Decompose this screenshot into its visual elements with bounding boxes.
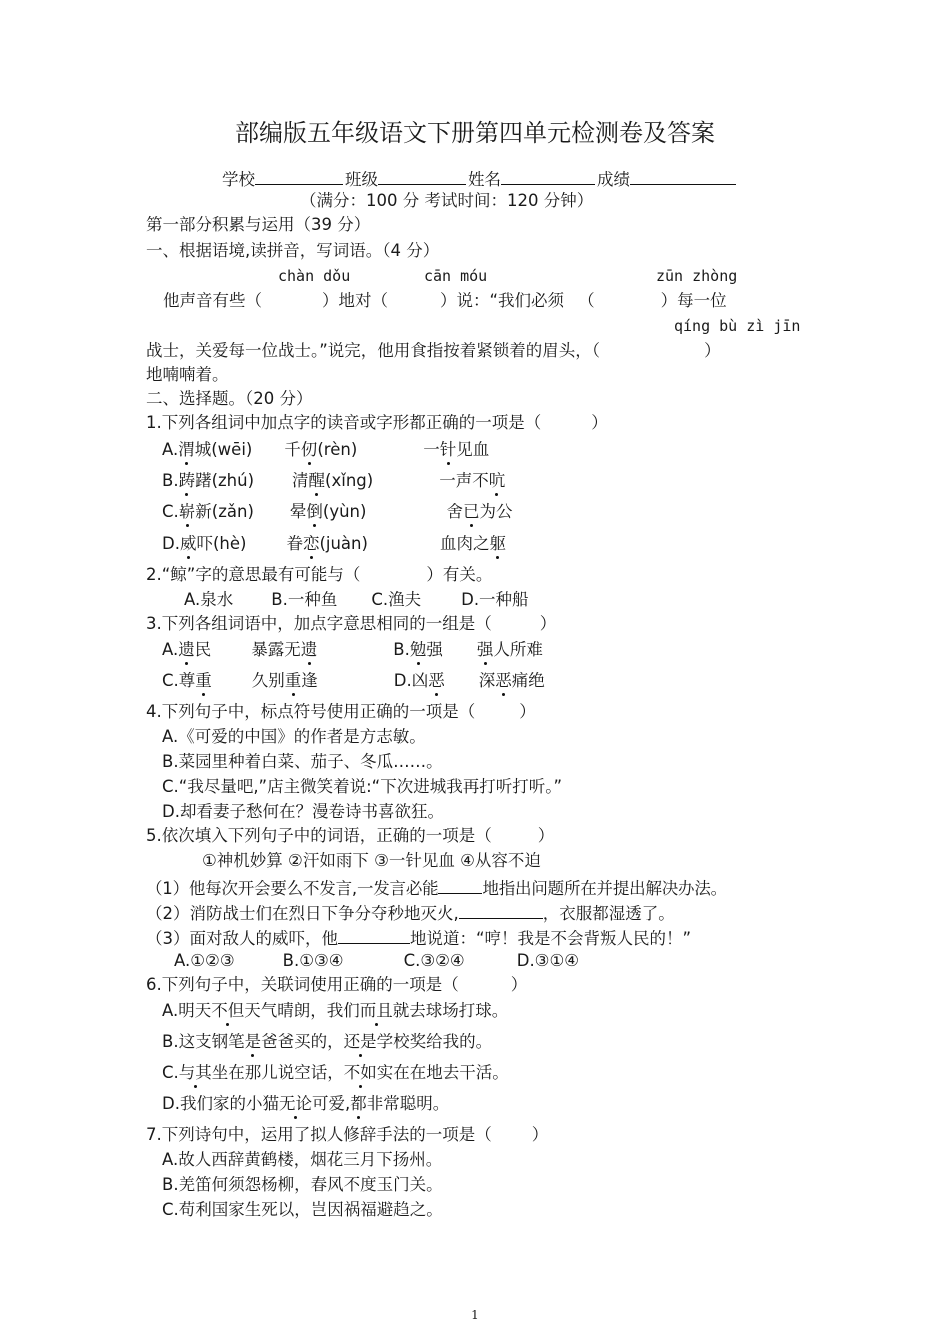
q1-text: ）地对（ <box>322 291 388 310</box>
question-text: 2.“鲸”字的意思最有可能与（ <box>146 565 361 584</box>
dotted-char: 醒 <box>308 471 326 490</box>
option-text: D.我们家的小猫 <box>162 1094 279 1113</box>
dotted-char: 躯 <box>489 534 506 553</box>
q1-text: ） <box>704 341 721 360</box>
s7-option-b[interactable]: B.羌笛何须怨杨柳，春风不度玉门关。 <box>162 1175 443 1194</box>
option-text: 久别 <box>251 671 285 690</box>
pinyin-1: chàn dǒu <box>278 267 351 285</box>
option-text: 吓(hè) <box>196 534 247 553</box>
question-text: 1.下列各组词中加点字的读音或字形都正确的一项是（ <box>146 413 542 432</box>
option-text: 新(zǎn) <box>195 502 254 521</box>
option-text: 血肉之 <box>439 534 490 553</box>
sentence-text: 地指出问题所在并提出解决办法。 <box>482 879 727 898</box>
q1-text: ）说：“我们必须 <box>440 291 565 310</box>
s4-option-c[interactable]: C.“我尽量吧,”店主微笑着说:“下次进城我再打听打听。” <box>162 777 563 796</box>
q1-text: 他声音有些（ <box>163 291 262 310</box>
class-label: 班级 <box>345 170 378 189</box>
s7-stem <box>146 1124 548 1146</box>
q1-sentence-line3: 地喃喃着。 <box>146 365 229 384</box>
fill-blank[interactable] <box>459 900 543 919</box>
option-text: 一 <box>423 440 440 459</box>
bracket: ） <box>539 614 557 633</box>
question-text: 7.下列诗句中，运用了拟人修辞手法的一项是（ <box>146 1125 492 1144</box>
option-text: C.尊 <box>162 671 196 690</box>
option-text: 非常聪明。 <box>366 1094 450 1113</box>
s1-stem <box>146 412 608 434</box>
option-letter: A. <box>162 640 179 659</box>
s5-sentence-2 <box>146 900 675 925</box>
pinyin-2: cān móu <box>424 267 488 285</box>
option-text: 千 <box>284 440 301 459</box>
sentence-text: （2）消防战士们在烈日下争分夺秒地灭火, <box>146 904 459 923</box>
option-text: 民 <box>194 640 212 659</box>
dotted-word: 不如 <box>343 1063 377 1082</box>
option-text: 强 <box>426 640 443 659</box>
q1-heading: 一、根据语境,读拼音，写词语。（4 分） <box>146 241 440 260</box>
s1-option-a[interactable] <box>162 439 489 461</box>
s5-word-bank: ①神机妙算 ②汗如雨下 ③一针见血 ④从容不迫 <box>202 851 541 870</box>
bracket: ）有关。 <box>426 565 493 584</box>
option-text: 学校奖给我的。 <box>376 1032 493 1051</box>
dotted-char: 重 <box>195 671 212 690</box>
pinyin-4: qíng bù zì jīn <box>674 317 801 335</box>
q1-sentence-line1 <box>163 290 727 312</box>
sentence-text: ，衣服都湿透了。 <box>542 904 675 923</box>
dotted-char: 恶 <box>428 671 445 690</box>
option-text: 人所难 <box>493 640 543 659</box>
score-field[interactable] <box>630 166 736 185</box>
option-text: 坐在那儿说空话， <box>211 1063 344 1082</box>
option-text: 晕 <box>289 502 307 521</box>
option-text: 痛绝 <box>511 671 545 690</box>
option-text: 为公 <box>479 502 513 521</box>
score-label: 成绩 <box>597 170 630 189</box>
option-text: A.明天 <box>162 1001 212 1020</box>
dotted-word: 还是 <box>343 1032 377 1051</box>
s4-option-a[interactable]: A.《可爱的中国》的作者是方志敏。 <box>162 727 426 746</box>
pinyin-3: zūn zhòng <box>656 267 738 285</box>
dotted-word: 不但 <box>211 1001 245 1020</box>
option-d[interactable]: D.③①④ <box>516 951 580 970</box>
option-letter: B. <box>393 640 410 659</box>
bracket: ） <box>537 826 555 845</box>
page-number: 1 <box>471 1308 479 1322</box>
s4-option-b[interactable]: B.菜园里种着白菜、茄子、冬瓜……。 <box>162 752 443 771</box>
option-text: (yùn) <box>322 502 367 521</box>
option-b[interactable]: B.一种鱼 <box>271 590 338 609</box>
s1-option-d[interactable] <box>162 533 506 555</box>
s5-sentence-1 <box>146 875 727 900</box>
option-text: 天气晴朗，我们 <box>244 1001 360 1020</box>
dotted-char: 遗 <box>178 640 195 659</box>
option-text: 就去球场打球。 <box>392 1001 509 1020</box>
option-letter: A. <box>162 440 179 459</box>
option-text: 深 <box>478 671 496 690</box>
exam-meta: （满分：100 分 考试时间：120 分钟） <box>300 191 594 210</box>
option-text: 一声不 <box>439 471 489 490</box>
option-letter: B. <box>162 471 179 490</box>
option-letter: C. <box>162 502 179 521</box>
dotted-char: 已 <box>462 502 480 521</box>
dotted-char: 恋 <box>302 534 320 553</box>
dotted-char: 倒 <box>306 502 323 521</box>
s3-stem <box>146 613 556 635</box>
question-text: 5.依次填入下列句子中的词语，正确的一项是（ <box>146 826 492 845</box>
option-text: 实在在地去干活。 <box>376 1063 509 1082</box>
q1-text: （ <box>578 291 595 310</box>
sentence-text: （1）他每次开会要么不发言,一发言必能 <box>146 879 439 898</box>
dotted-char: 渭 <box>178 440 195 459</box>
part-heading: 第一部分积累与运用（39 分） <box>146 215 371 234</box>
question-text: 6.下列句子中，关联词使用正确的一项是（ <box>146 975 459 994</box>
option-text: 见血 <box>456 440 490 459</box>
dotted-char: 崭 <box>178 502 196 521</box>
school-label: 学校 <box>222 170 255 189</box>
dotted-char: 吭 <box>488 471 506 490</box>
s3-option-cd <box>162 670 545 692</box>
dotted-word: 是 <box>244 1032 262 1051</box>
s7-option-a[interactable]: A.故人西辞黄鹤楼，烟花三月下扬州。 <box>162 1150 443 1169</box>
sentence-text: 地说道：“哼！我是不会背叛人民的！” <box>410 929 692 948</box>
option-letter: D. <box>162 534 180 553</box>
dotted-char: 重 <box>284 671 302 690</box>
option-text: 清 <box>292 471 309 490</box>
fill-blank[interactable] <box>438 875 482 894</box>
option-text: 眷 <box>286 534 303 553</box>
fill-blank[interactable] <box>338 925 410 944</box>
sentence-text: （3）面对敌人的威吓，他 <box>146 929 338 948</box>
option-text: 爸爸买的， <box>261 1032 344 1051</box>
name-label: 姓名 <box>468 170 501 189</box>
s2-stem <box>146 564 492 586</box>
bracket: ） <box>519 702 536 721</box>
bracket: ） <box>510 975 528 994</box>
s1-option-c[interactable] <box>162 501 512 523</box>
option-c[interactable]: C.渔夫 <box>371 590 422 609</box>
q1-sentence-line2 <box>146 340 721 362</box>
dotted-char: 勉 <box>409 640 427 659</box>
bracket: ） <box>591 413 608 432</box>
s5-sentence-3 <box>146 925 691 950</box>
option-text: 暴露无 <box>251 640 301 659</box>
dotted-char: 仞 <box>300 440 318 459</box>
dotted-char: 威 <box>179 534 197 553</box>
option-text: 可爱, <box>311 1094 351 1113</box>
option-text: B.这支钢笔 <box>162 1032 245 1051</box>
school-field[interactable] <box>255 166 343 185</box>
s5-options <box>174 950 579 972</box>
dotted-word: 与其 <box>178 1063 212 1082</box>
option-a[interactable]: A.泉水 <box>184 590 234 609</box>
option-text: (rèn) <box>317 440 358 459</box>
dotted-char: 遗 <box>300 640 318 659</box>
dotted-char: 恶 <box>495 671 512 690</box>
s3-option-ab <box>162 639 543 661</box>
q1-text: 战士，关爱每一位战士。”说完，他用食指按着紧锁着的眉头，（ <box>146 341 601 360</box>
s6-option-b[interactable] <box>162 1031 492 1053</box>
s6-option-a[interactable] <box>162 1000 508 1022</box>
bracket: ） <box>531 1125 549 1144</box>
s6-option-d[interactable] <box>162 1093 449 1115</box>
option-text: (xǐng) <box>325 471 374 490</box>
page-title: 部编版五年级语文下册第四单元检测卷及答案 <box>235 119 715 147</box>
option-text: (juàn) <box>319 534 368 553</box>
s7-option-c[interactable]: C.苟利国家生死以，岂因祸福避趋之。 <box>162 1200 443 1219</box>
dotted-word: 而且 <box>359 1001 393 1020</box>
dotted-char: 强 <box>476 640 494 659</box>
option-text: D.凶 <box>393 671 429 690</box>
name-field[interactable] <box>501 166 595 185</box>
s5-stem <box>146 825 554 847</box>
s4-option-d[interactable]: D.却看妻子愁何在？漫卷诗书喜欲狂。 <box>162 802 444 821</box>
option-text: 逢 <box>301 671 318 690</box>
info-row <box>222 166 736 191</box>
class-field[interactable] <box>378 166 466 185</box>
s2-options <box>184 589 529 611</box>
option-text: 城(wēi) <box>194 440 253 459</box>
dotted-word: 无论 <box>278 1094 312 1113</box>
option-b[interactable]: B.①③④ <box>282 951 344 970</box>
option-a[interactable]: A.①②③ <box>174 951 235 970</box>
q1-text: ）每一位 <box>660 291 727 310</box>
option-text: 舍 <box>446 502 463 521</box>
option-c[interactable]: C.③②④ <box>403 951 465 970</box>
option-d[interactable]: D.一种船 <box>461 590 529 609</box>
s4-stem <box>146 701 536 723</box>
s6-stem <box>146 974 527 996</box>
option-text: C. <box>162 1063 179 1082</box>
dotted-char: 踌 <box>178 471 196 490</box>
s1-option-b[interactable] <box>162 470 505 492</box>
q2-heading: 二、选择题。（20 分） <box>146 389 313 408</box>
dotted-word: 都 <box>350 1094 367 1113</box>
dotted-char: 针 <box>439 440 457 459</box>
s6-option-c[interactable] <box>162 1062 509 1084</box>
question-text: 3.下列各组词语中，加点字意思相同的一组是（ <box>146 614 492 633</box>
option-text: 躇(zhú) <box>195 471 255 490</box>
question-text: 4.下列句子中，标点符号使用正确的一项是（ <box>146 702 476 721</box>
